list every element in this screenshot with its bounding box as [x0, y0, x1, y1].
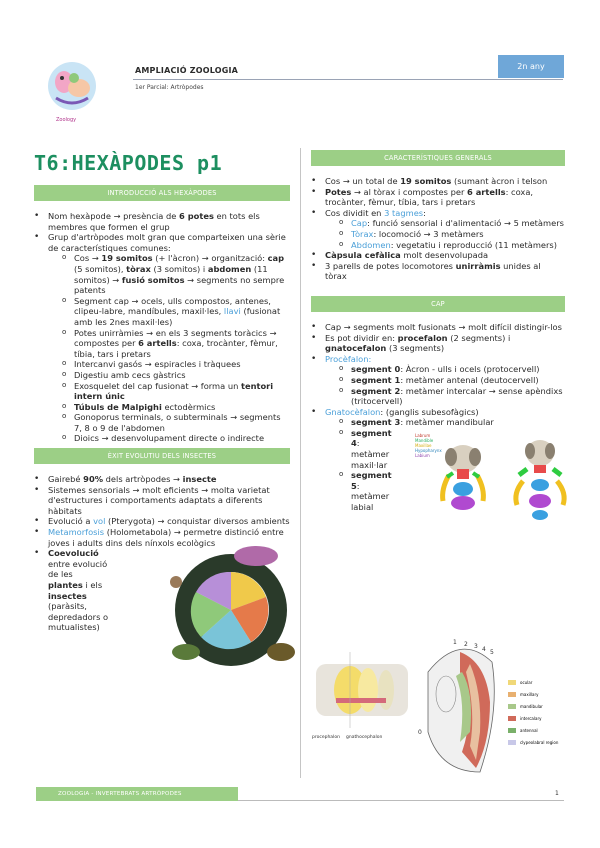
list-item: o segment 2: metàmer intercalar → sense apèndixs (tritocervell): [325, 386, 565, 407]
legend-label: mandibular: [520, 704, 543, 709]
head-regions-legend: [508, 680, 559, 745]
list-item: o segment 1: metàmer antenal (deutocervell): [325, 375, 565, 386]
list-item: o Digestiu amb cecs gàstrics: [48, 370, 290, 381]
fig3-number: 5: [490, 649, 494, 656]
section-general-header: CARACTERÍSTIQUES GENERALS: [311, 150, 565, 166]
evolution-list: [34, 474, 290, 642]
list-item: • Nom hexàpode → presència de 6 potes en tots els membres que formen el grup: [34, 211, 290, 232]
list-item: o segment 3: metàmer mandibular: [325, 417, 565, 428]
list-item: o segment 5: metàmer labial: [325, 470, 411, 512]
head-list: [311, 322, 565, 513]
fig2-label: procephalon: [312, 735, 340, 740]
list-item: o segment 4: metàmer maxil·lar: [325, 428, 411, 470]
list-item: o Dioics → desenvolupament directe o indirecte: [48, 433, 290, 444]
list-item: o segment 0: Àcron - ulls i ocels (protocervell): [325, 364, 565, 375]
list-item: o Intercanvi gasós → espiracles i tràquees: [48, 359, 290, 370]
fig1-label: Labrum: [415, 433, 431, 439]
head-regions-figure: [418, 639, 494, 772]
list-item: • 3 parells de potes locomotores unirràmis unides al tòrax: [311, 261, 565, 282]
list-item: • Metamorfosis (Holometabola) → permetre distinció entre joves i adults dins dels nínxols ecològics: [34, 527, 290, 548]
fig3-number: 1: [453, 639, 457, 646]
fig1-label: Labium: [415, 453, 430, 459]
head-segmentation-figure: [310, 632, 568, 782]
list-item: o Cap: funció sensorial i d'alimentació → 5 metàmers: [325, 218, 565, 229]
legend-label: clypeolabral region: [520, 740, 559, 745]
fig1-label: Mandible: [415, 438, 434, 444]
fig3-number: 2: [464, 641, 468, 648]
fig3-number: 0: [418, 729, 422, 736]
page-number: 1: [555, 790, 559, 797]
fig3-number: 4: [482, 646, 486, 653]
list-item: • Evolució a vol (Pterygota) → conquistar diversos ambients: [34, 516, 290, 527]
section-intro-header: INTRODUCCIÓ ALS HEXÀPODES: [34, 185, 290, 201]
list-item: o Tòrax: locomoció → 3 metàmers: [325, 229, 565, 240]
footer-rule: [238, 800, 564, 801]
list-item: o Cos → 19 somitos (+ l'àcron) → organització: cap (5 somitos), tòrax (3 somitos) i abdomen (11 somitos) → fusió somitos → segments no sempre patents: [48, 253, 290, 295]
list-item: • Gnatocèfalon: (ganglis subesofàgics) o segment 3: metàmer mandibular o segment 4: metàmer maxil·lar o segment 5: metàmer labial Labrum Mandible Maxillae Hypopharynx Labium: [311, 407, 565, 513]
left-column: [34, 148, 290, 642]
coevolution-figure: [156, 542, 306, 670]
list-item: • Grup d'artròpodes molt gran que comparteixen una sèrie de característiques comunes: o Cos → 19 somitos (+ l'àcron) → organització: cap (5 somitos), tòrax (3 somitos) i abdomen (11 somitos) → fusió somitos → segments no sempre patents o Segment cap → ocels, ulls compostos, antenes, clipeu-labre, mandíbules, maxil·les, llavi (fusionat amb les 2nes maxil·les) o Potes unirràmies → en els 3 segments toràcics → compostes per 6 artells: coxa, trocànter, fèmur, tíbia, tars i pretars o Intercanvi gasós → espiracles i tràquees o Digestiu amb cecs gàstrics o Exosquelet del cap fusionat → forma un tentori intern únic o Túbuls de Malpighi ectodèrmics o Gonoporus terminals, o subterminals → segments 7, 8 o 9 de l'abdomen o Dioics → desenvolupament directe o indirecte: [34, 232, 290, 444]
fig2-label: gnathocephalon: [346, 735, 383, 740]
list-item: o Túbuls de Malpighi ectodèrmics: [48, 402, 290, 413]
list-item: o Potes unirràmies → en els 3 segments toràcics → compostes per 6 artells: coxa, trocànter, fèmur, tíbia, tars i pretars: [48, 328, 290, 360]
year-badge: 2n any: [498, 55, 564, 78]
embryo-segments-figure: [312, 652, 408, 740]
list-item: • Cap → segments molt fusionats → molt difícil distingir-los: [311, 322, 565, 333]
general-list: [311, 176, 565, 282]
insect-head-mouthparts-figure: [413, 429, 493, 521]
intro-list: [34, 211, 290, 444]
list-item: o Gonoporus terminals, o subterminals → segments 7, 8 o 9 de l'abdomen: [48, 412, 290, 433]
list-item: • Sistemes sensorials → molt eficients → molta varietat d'estructures i comportaments adaptats a diferents hàbitats: [34, 485, 290, 517]
list-item: • Coevolució entre evolució de les plantes i els insectes (paràsits, depredadors o mutualistes): [34, 548, 290, 642]
list-item: • Cos → un total de 19 somitos (sumant àcron i telson: [311, 176, 565, 187]
header-rule: [133, 79, 563, 80]
list-item: • Potes → al tòrax i compostes per 6 artells: coxa, trocànter, fèmur, tíbia, tars i pretars: [311, 187, 565, 208]
fig1-label: Hypopharynx: [415, 448, 442, 454]
legend-label: antennal: [520, 728, 538, 733]
header-title: AMPLIACIÓ ZOOLOGIA: [135, 66, 239, 75]
list-item: o Abdomen: vegetatiu i reproducció (11 metàmers): [325, 240, 565, 251]
list-item: o Exosquelet del cap fusionat → forma un tentori intern únic: [48, 381, 290, 402]
fig3-number: 3: [474, 643, 478, 650]
header-subtitle: 1er Parcial: Artròpodes: [135, 84, 204, 91]
list-item: • Procèfalon: o segment 0: Àcron - ulls i ocels (protocervell) o segment 1: metàmer antenal (deutocervell) o segment 2: metàmer intercalar → sense apèndixs (tritocervell): [311, 354, 565, 407]
zoology-logo: [44, 58, 100, 114]
list-item: • Gairebé 90% dels artròpodes → insecte: [34, 474, 290, 485]
section-head-header: CAP: [311, 296, 565, 312]
section-evolution-header: ÈXIT EVOLUTIU DELS INSECTES: [34, 448, 290, 464]
list-item: • Cos dividit en 3 tagmes: o Cap: funció sensorial i d'alimentació → 5 metàmers o Tòrax: locomoció → 3 metàmers o Abdomen: vegetatiu i reproducció (11 metàmers): [311, 208, 565, 250]
right-column: [311, 150, 565, 513]
list-item: • Càpsula cefàlica molt desenvolupada: [311, 250, 565, 261]
list-item: o Segment cap → ocels, ulls compostos, antenes, clipeu-labre, mandíbules, maxil·les, llavi (fusionat amb les 2nes maxil·les): [48, 296, 290, 328]
page-title: T6:HEXÀPODES p1: [34, 151, 223, 175]
legend-label: intercalary: [520, 716, 542, 721]
fig1-label: Maxillae: [415, 443, 432, 449]
logo-caption: Zoology: [56, 117, 77, 123]
footer-label: ZOOLOGIA - INVERTEBRATS ARTRÒPODES: [36, 787, 238, 801]
legend-label: ocular: [520, 680, 533, 685]
legend-label: maxillary: [520, 692, 539, 697]
list-item: • Es pot dividir en: procefalon (2 segments) i gnatocefalon (3 segments): [311, 333, 565, 354]
insect-head-mouthparts-exploded-figure: [505, 429, 575, 521]
column-divider: [300, 148, 301, 778]
